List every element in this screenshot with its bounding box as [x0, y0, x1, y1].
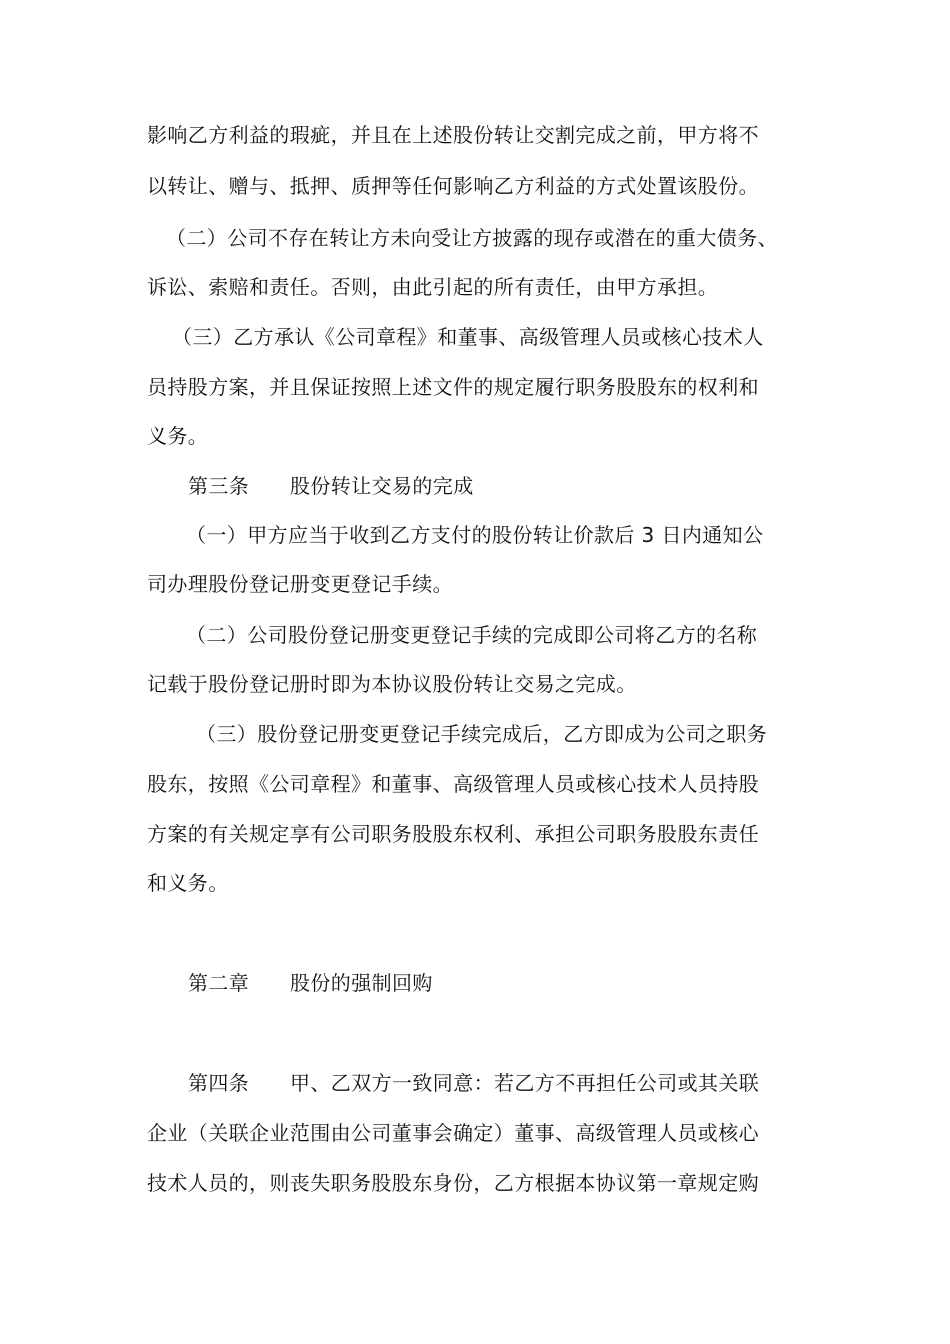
- paragraph-line: （一）甲方应当于收到乙方支付的股份转让价款后 3 日内通知公: [186, 523, 764, 547]
- paragraph-line: （三）股份登记册变更登记手续完成后，乙方即成为公司之职务: [196, 722, 768, 746]
- paragraph-line: 和义务。: [147, 871, 229, 895]
- paragraph-line: （二）公司不存在转让方未向受让方披露的现存或潜在的重大债务、: [166, 226, 778, 250]
- paragraph-line: 义务。: [147, 424, 209, 448]
- paragraph-line: 方案的有关规定享有公司职务股股东权利、承担公司职务股股东责任: [147, 822, 759, 846]
- chapter-heading: 第二章 股份的强制回购: [188, 971, 433, 995]
- paragraph-line: 企业（关联企业范围由公司董事会确定）董事、高级管理人员或核心: [147, 1121, 759, 1145]
- article-heading: 第四条 甲、乙双方一致同意：若乙方不再担任公司或其关联: [188, 1071, 760, 1095]
- paragraph-line: 股东，按照《公司章程》和董事、高级管理人员或核心技术人员持股: [147, 772, 759, 796]
- paragraph-line: 以转让、赠与、抵押、质押等任何影响乙方利益的方式处置该股份。: [147, 174, 759, 198]
- paragraph-line: 技术人员的，则丧失职务股股东身份，乙方根据本协议第一章规定购: [147, 1171, 759, 1195]
- paragraph-line: 员持股方案，并且保证按照上述文件的规定履行职务股股东的权利和: [147, 375, 759, 399]
- article-heading: 第三条 股份转让交易的完成: [188, 474, 474, 498]
- paragraph-line: 司办理股份登记册变更登记手续。: [147, 572, 453, 596]
- paragraph-line: 诉讼、索赔和责任。否则，由此引起的所有责任，由甲方承担。: [147, 275, 719, 299]
- paragraph-line: （二）公司股份登记册变更登记手续的完成即公司将乙方的名称: [186, 623, 758, 647]
- paragraph-line: 影响乙方利益的瑕疵，并且在上述股份转让交割完成之前，甲方将不: [147, 123, 759, 147]
- paragraph-line: 记载于股份登记册时即为本协议股份转让交易之完成。: [147, 672, 637, 696]
- paragraph-line: （三）乙方承认《公司章程》和董事、高级管理人员或核心技术人: [172, 325, 764, 349]
